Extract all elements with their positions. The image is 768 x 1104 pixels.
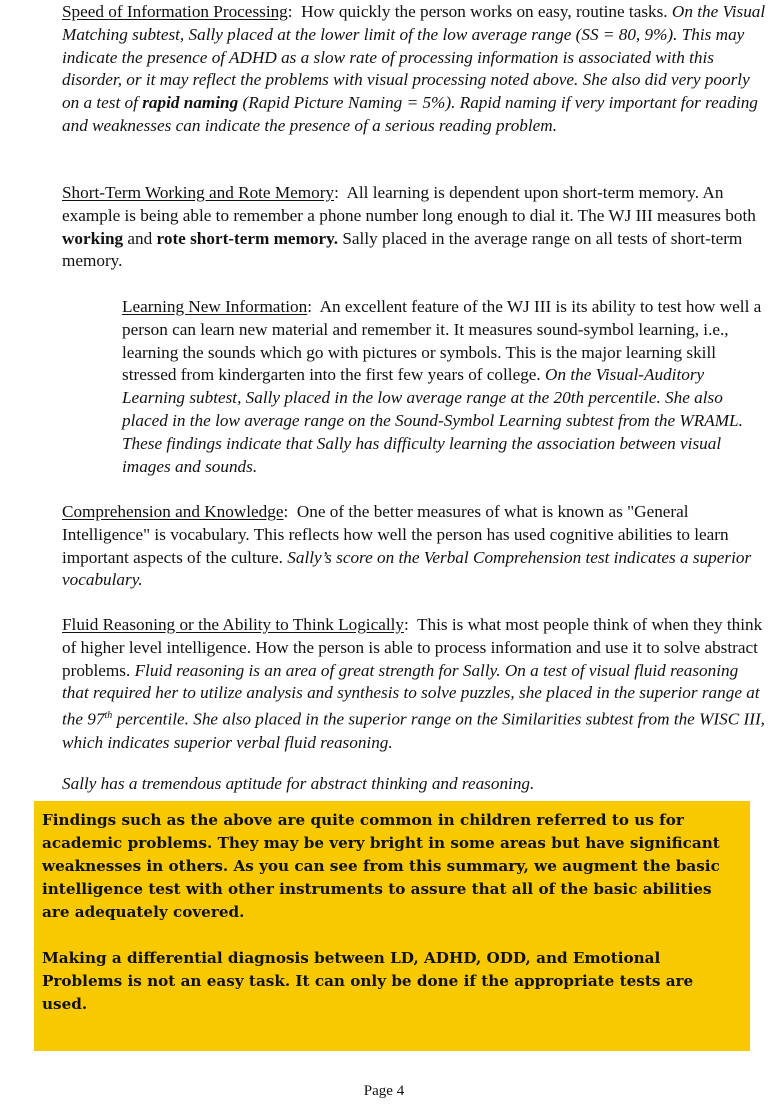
bold-term: rapid naming bbox=[142, 93, 239, 113]
section-italic-text: On the Visual-Auditory Learning subtest, Sally placed in the low average range at the 20th percentile. She also placed in the low average range on the Sound-Symbol Learning subtest from the WRAML. These findings indicate that Sally has difficulty learning the association between visual images and sounds. bbox=[122, 365, 743, 476]
section-heading: Short-Term Working and Rote Memory bbox=[62, 183, 335, 202]
callout-paragraph: Making a differential diagnosis between LD, ADHD, ODD, and Emotional Problems is not an easy task. It can only be done if the appropriate tests are used. bbox=[42, 949, 694, 1013]
section-text: One of the better measures of what is known as "General Intelligence" is vocabulary. This reflects how well the person has used cognitive abilities to learn important aspects of the culture. bbox=[62, 502, 729, 567]
section-italic-text: Fluid reasoning is an area of great strength for Sally. On a test of visual fluid reasoning that required her to utilize analysis and synthesis to solve puzzles, she placed in the superior range at the 97 bbox=[62, 660, 760, 729]
section-text: All learning is dependent upon short-term memory. An example is being able to remember a phone number long enough to dial it. The WJ III measures both bbox=[62, 183, 756, 225]
page-number: Page 4 bbox=[363, 1083, 405, 1099]
section-italic-text: percentile. She also placed in the superior range on the Similarities subtest from the WISC III, which indicates superior verbal fluid reasoning. bbox=[62, 709, 765, 752]
section-summary bbox=[4, 773, 534, 796]
section-fluid-reasoning: Fluid Reasoning or the Ability to Think Logically: This is what most people think of when they think of higher level intelligence. How the person is able to process information and use it to solve abstract problems. Fluid reasoning is an area of great strength for Sally. On a test of visual fluid reasoning that required her to utilize analysis and synthesis to solve puzzles, she placed in the superior range at the 97th percentile. She also placed in the superior range on the Similarities subtest from the WISC III, which indicates superior verbal fluid reasoning. bbox=[62, 615, 765, 752]
callout-box bbox=[34, 801, 750, 1051]
section-learning-new-information: Learning New Information: An excellent feature of the WJ III is its ability to test how well a person can learn new material and remember it. It measures sound-symbol learning, i.e., learning the sounds which go with pictures or symbols. This is the major learning skill stressed from kindergarten into the first few years of college. On the Visual-Auditory Learning subtest, Sally placed in the low average range at the 20th percentile. She also placed in the low average range on the Sound-Symbol Learning subtest from the WRAML. These findings indicate that Sally has difficulty learning the association between visual images and sounds. bbox=[122, 297, 762, 476]
section-italic-text: On the Visual Matching subtest, Sally placed at the lower limit of the low average range (SS = 80, 9%). This may indicate the presence of ADHD as a slow rate of processing information is associated with this disorder, or it may reflect the problems with visual processing noted above. She also did very poorly on a test of bbox=[62, 2, 766, 113]
superscript: th bbox=[104, 710, 113, 722]
section-heading: Speed of Information Processing bbox=[62, 2, 288, 21]
section-text: An excellent feature of the WJ III is its ability to test how well a person can learn new material and remember it. It measures sound-symbol learning, i.e., learning the sounds which go with pictures or symbols. This is the major learning skill stressed from kindergarten into the first few years of college. bbox=[122, 297, 762, 385]
section-italic-text: (Rapid Picture Naming = 5%). Rapid naming if very important for reading and weaknesses can indicate the presence of a serious reading problem. bbox=[62, 93, 758, 135]
section-heading: Fluid Reasoning or the Ability to Think Logically bbox=[62, 615, 404, 634]
section-speed-of-processing: Speed of Information Processing: How quickly the person works on easy, routine tasks. On the Visual Matching subtest, Sally placed at the lower limit of the low average range (SS = 80, 9%). This may indicate the presence of ADHD as a slow rate of processing information is associated with this disorder, or it may reflect the problems with visual processing noted above. She also did very poorly on a test of rapid naming (Rapid Picture Naming = 5%). Rapid naming if very important for reading and weaknesses can indicate the presence of a serious reading problem. bbox=[62, 2, 766, 135]
section-text: and bbox=[127, 228, 153, 248]
section-heading: Learning New Information bbox=[122, 297, 308, 316]
section-italic-text: Sally’s score on the Verbal Comprehension test indicates a superior vocabulary. bbox=[62, 547, 752, 590]
section-text: This is what most people think of when they think of higher level intelligence. How the person is able to process information and use it to solve abstract problems. bbox=[62, 615, 763, 680]
section-heading: Comprehension and Knowledge bbox=[62, 502, 284, 521]
section-text: Sally placed in the average range on all tests of short-term memory. bbox=[62, 228, 743, 271]
section-short-term-memory: Short-Term Working and Rote Memory: All learning is dependent upon short-term memory. An example is being able to remember a phone number long enough to dial it. The WJ III measures both working and rote short-term memory. Sally placed in the average range on all tests of short-term memory. bbox=[62, 183, 756, 271]
callout-paragraph: Findings such as the above are quite common in children referred to us for academic problems. They may be very bright in some areas but have significant weaknesses in others. As you can see from this summary, we augment the basic intelligence test with other instruments to assure that all of the basic abilities are adequately covered. bbox=[42, 811, 720, 921]
section-comprehension-knowledge: Comprehension and Knowledge: One of the better measures of what is known as "General Intelligence" is vocabulary. This reflects how well the person has used cognitive abilities to learn important aspects of the culture. Sally’s score on the Verbal Comprehension test indicates a superior vocabulary. bbox=[62, 502, 752, 590]
summary-text: Sally has a tremendous aptitude for abstract thinking and reasoning. bbox=[62, 774, 535, 793]
section-text: How quickly the person works on easy, routine tasks. bbox=[301, 2, 668, 21]
bold-term: working bbox=[62, 228, 124, 248]
bold-term: rote short-term memory. bbox=[156, 228, 339, 248]
